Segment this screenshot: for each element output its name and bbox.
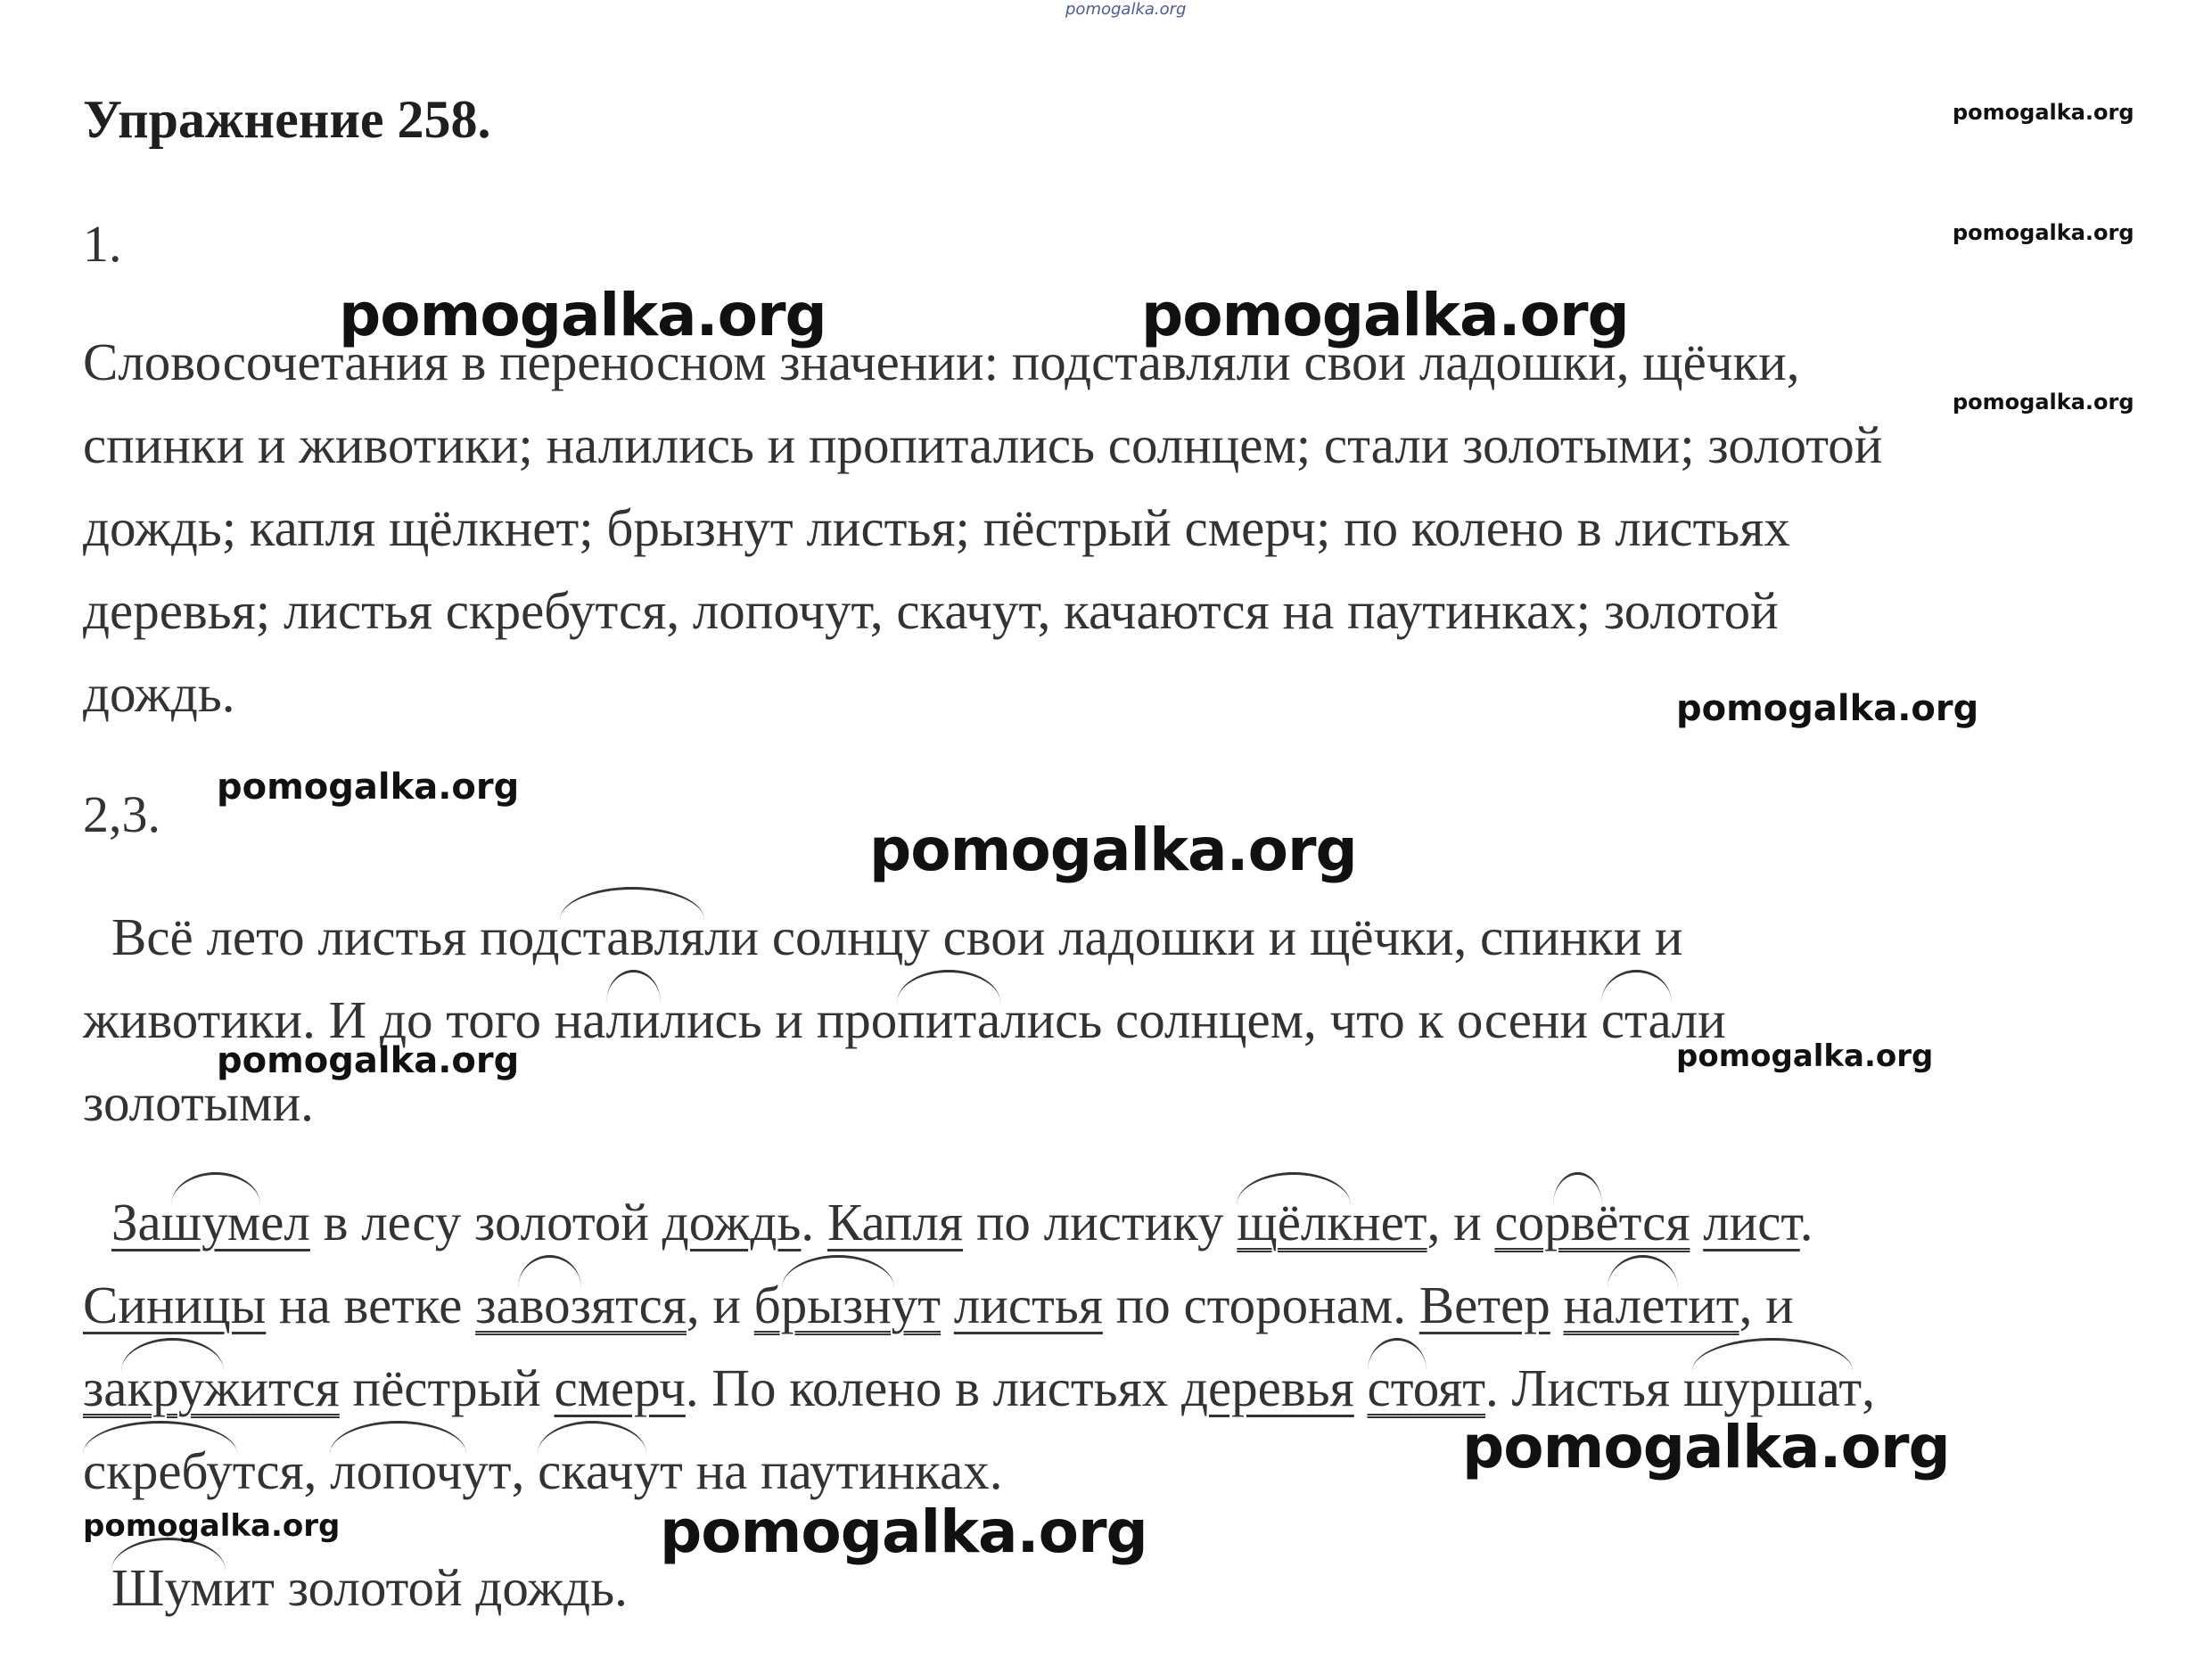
text: по сторонам.: [1102, 1276, 1419, 1334]
predicate: налетит: [1564, 1264, 1739, 1347]
morpheme-root: ста: [1601, 979, 1672, 1062]
text: в лесу золотой: [309, 1193, 662, 1251]
subject: Синицы: [83, 1276, 267, 1334]
text: [941, 1276, 954, 1334]
text: на паутинках.: [682, 1441, 1003, 1500]
subject: Ветер: [1418, 1276, 1550, 1334]
task1-line: дождь.: [83, 664, 235, 723]
task1-line: дождь; капля щёлкнет; брызнут листья; пёстрый смерч; по колено в листьях: [83, 498, 1790, 557]
watermark: pomogalka.org: [217, 1040, 520, 1081]
subject: листья: [953, 1276, 1103, 1334]
text: [1550, 1276, 1564, 1334]
subject: лист: [1703, 1193, 1800, 1251]
morpheme-root: ли: [606, 979, 661, 1062]
watermark: pomogalka.org: [339, 281, 826, 349]
watermark: pomogalka.org: [869, 816, 1357, 884]
predicate: стоят: [1368, 1347, 1486, 1430]
watermark: pomogalka.org: [1676, 688, 1979, 729]
text: лись и про: [660, 990, 898, 1049]
task-number-1: 1.: [83, 215, 122, 273]
task1-line: спинки и животики; налились и пропитались солнцем; стали золотыми; золотой: [83, 415, 1883, 474]
predicate: закружится: [83, 1347, 340, 1430]
text: на ветке: [266, 1276, 476, 1334]
paragraph-1-line: [83, 896, 1726, 979]
text: ,: [303, 1441, 331, 1500]
paragraph-1: [83, 896, 1726, 1145]
text: .: [801, 1193, 827, 1251]
paragraph-2-line: [83, 1181, 1875, 1264]
watermark: pomogalka.org: [660, 1498, 1147, 1566]
text: , и: [1739, 1276, 1794, 1334]
watermark: pomogalka.org: [83, 1508, 341, 1544]
paragraph-2-line: [83, 1264, 1875, 1347]
text: ,: [1862, 1358, 1875, 1417]
subject: Зашумел: [111, 1181, 310, 1264]
predicate: завозятся: [475, 1264, 687, 1347]
text: [1690, 1193, 1703, 1251]
text: . Листья: [1485, 1358, 1683, 1417]
predicate: брызнут: [754, 1264, 941, 1347]
watermark: pomogalka.org: [1462, 1413, 1950, 1481]
watermark: pomogalka.org: [1141, 281, 1629, 349]
word: скачут: [538, 1430, 683, 1513]
text: ,: [511, 1441, 539, 1500]
watermark: pomogalka.org: [217, 767, 520, 808]
task1-text: [83, 321, 1882, 735]
text: , и: [686, 1276, 754, 1334]
text: лись солнцем, что к осени: [1000, 990, 1601, 1049]
task1-line: деревья; листья скребутся, лопочут, скачут, качаются на паутинках; золотой: [83, 581, 1779, 640]
word: Шумит: [111, 1547, 275, 1629]
text: ли солнцу свои ладошки и щёчки, спинки и: [704, 907, 1683, 966]
predicate: щёлкнет: [1237, 1181, 1427, 1264]
subject: деревья: [1180, 1358, 1354, 1417]
task-number-2-3: 2,3.: [83, 785, 160, 843]
watermark: pomogalka.org: [1676, 1038, 1934, 1074]
paragraph-3: [83, 1547, 628, 1629]
text: по листику: [963, 1193, 1238, 1251]
text: .: [1799, 1193, 1813, 1251]
predicate: сорвётся: [1494, 1181, 1690, 1264]
text: животики. И до того на: [83, 990, 606, 1049]
subject: смерч: [554, 1358, 686, 1417]
watermark: pomogalka.org: [1953, 220, 2134, 245]
watermark: pomogalka.org: [1953, 100, 2134, 125]
subject: Капля: [826, 1193, 964, 1251]
word: шуршат: [1683, 1347, 1862, 1430]
watermark: pomogalka.org: [1953, 390, 2134, 414]
paragraph-3-line: [83, 1547, 628, 1629]
top-watermark: pomogalka.org: [1065, 0, 1187, 19]
morpheme-root: пита: [897, 979, 1000, 1062]
text: ли: [1671, 990, 1726, 1049]
text: Всё лето листья под: [111, 907, 560, 966]
text: пёстрый: [339, 1358, 555, 1417]
text: [1354, 1358, 1368, 1417]
word: лопочут: [330, 1430, 511, 1513]
paragraph-1-line: золотыми.: [83, 1073, 314, 1132]
text: . По колено в листьях: [685, 1358, 1181, 1417]
morpheme-root: ставля: [560, 896, 705, 979]
text: , и: [1427, 1193, 1495, 1251]
subject: дождь: [662, 1193, 802, 1251]
word: скребутся: [83, 1430, 304, 1513]
exercise-title: Упражнение 258.: [83, 90, 491, 149]
task1-line: Словосочетания в переносном значении: подставляли свои ладошки, щёчки,: [83, 332, 1800, 391]
text: золотой дождь.: [274, 1558, 628, 1617]
